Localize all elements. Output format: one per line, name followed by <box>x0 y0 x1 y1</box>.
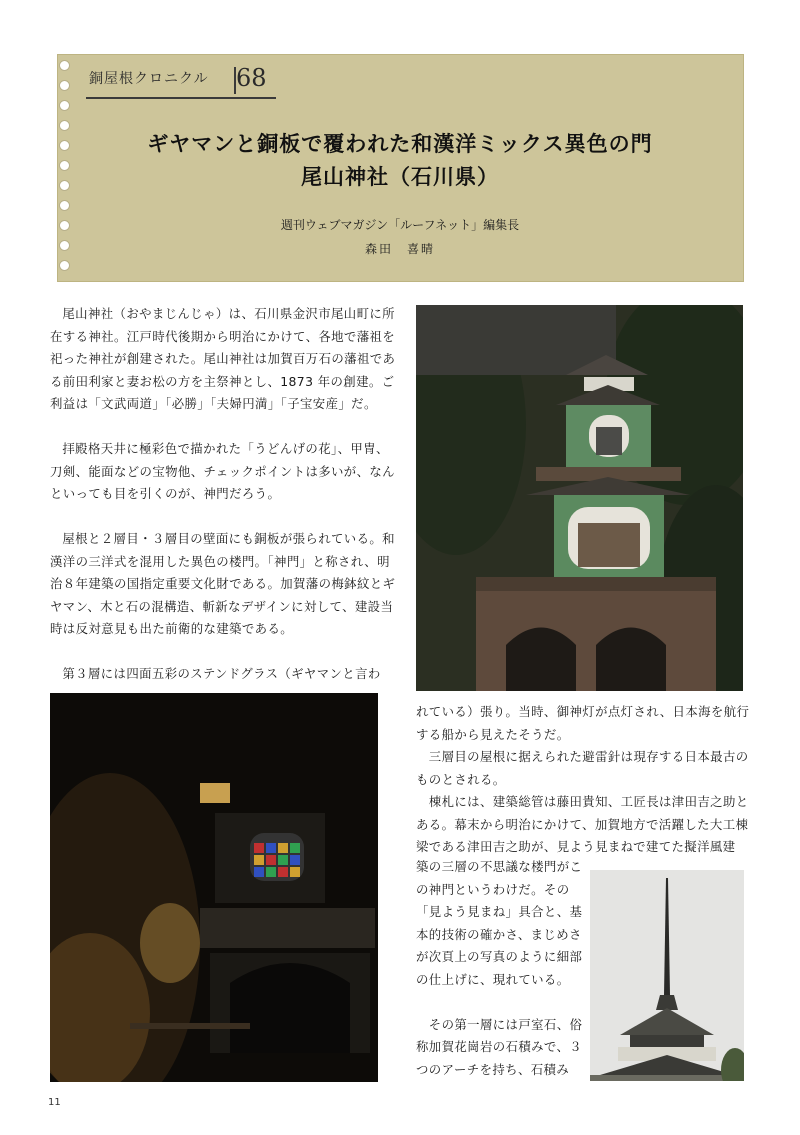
paragraph: 棟札には、建築総管は藤田貴知、工匠長は津田吉之助とある。幕末から明治にかけて、加賀地方で活躍した大工棟梁である津田吉之助が、見よう見まねで建てた擬洋風建 <box>416 794 749 854</box>
series-underline <box>86 97 276 99</box>
series-number: 68 <box>236 64 267 92</box>
author-name: 森田 喜晴 <box>364 242 435 256</box>
stained-glass-night-photo <box>50 693 378 1082</box>
paragraph: 三層目の屋根に据えられた避雷針は現存する日本最古のものとされる。 <box>416 749 749 787</box>
right-narrow-column <box>416 856 588 1081</box>
paragraph: 築の三層の不思議な楼門がこの神門というわけだ。その「見よう見まね」具合と、基本的技術の確かさ、まじめさが次頁上の写真のように細部の仕上げに、現れている。 <box>416 859 583 987</box>
lightning-rod-photo <box>590 870 744 1081</box>
stained-glass-window <box>250 833 304 881</box>
paragraph: 屋根と２層目・３層目の壁面にも銅板が張られている。和漢洋の三洋式を混用した異色の楼門。「神門」と称され、明治８年建築の国指定重要文化財である。加賀藩の梅鉢紋とギヤマン、木と石の混構造、斬新なデザインに対して、建設当時は反対意見も出た前衛的な建築である。 <box>50 531 396 636</box>
page-number: 11 <box>48 1097 61 1108</box>
article-subtitle: 尾山神社（石川県） <box>301 165 499 189</box>
paragraph: 拝殿格天井に極彩色で描かれた「うどんげの花」、甲冑、刀剣、能面などの宝物他、チェックポイントは多いが、なんといっても目を引くのが、神門だろう。 <box>50 441 395 501</box>
paragraph: その第一層には戸室石、俗称加賀花崗岩の石積みで、３つのアーチを持ち、石積み <box>416 1016 583 1077</box>
right-column <box>416 701 752 859</box>
shrine-gate-photo <box>416 305 743 691</box>
series-label: 銅屋根クロニクル <box>89 71 209 87</box>
paragraph: 第３層には四面五彩のステンドグラス（ギヤマンと言わ <box>62 666 381 681</box>
author-role: 週刊ウェブマガジン「ルーフネット」編集長 <box>280 218 520 232</box>
article-title: ギヤマンと銅板で覆われた和漢洋ミックス異色の門 <box>147 132 653 156</box>
paragraph: れている）張り。当時、御神灯が点灯され、日本海を航行する船から見えたそうだ。 <box>416 704 750 742</box>
paragraph: 尾山神社（おやまじんじゃ）は、石川県金沢市尾山町に所在する神社。江戸時代後期から明治にかけて、各地で藩祖を祀った神社が創建された。尾山神社は加賀百万石の藩祖である前田利家と妻お松の方を主祭神とし、1873 年の創建。ご利益は「文武両道」「必勝」「夫婦円満」「子宝安産」だ。 <box>50 306 396 411</box>
left-column <box>50 303 400 686</box>
